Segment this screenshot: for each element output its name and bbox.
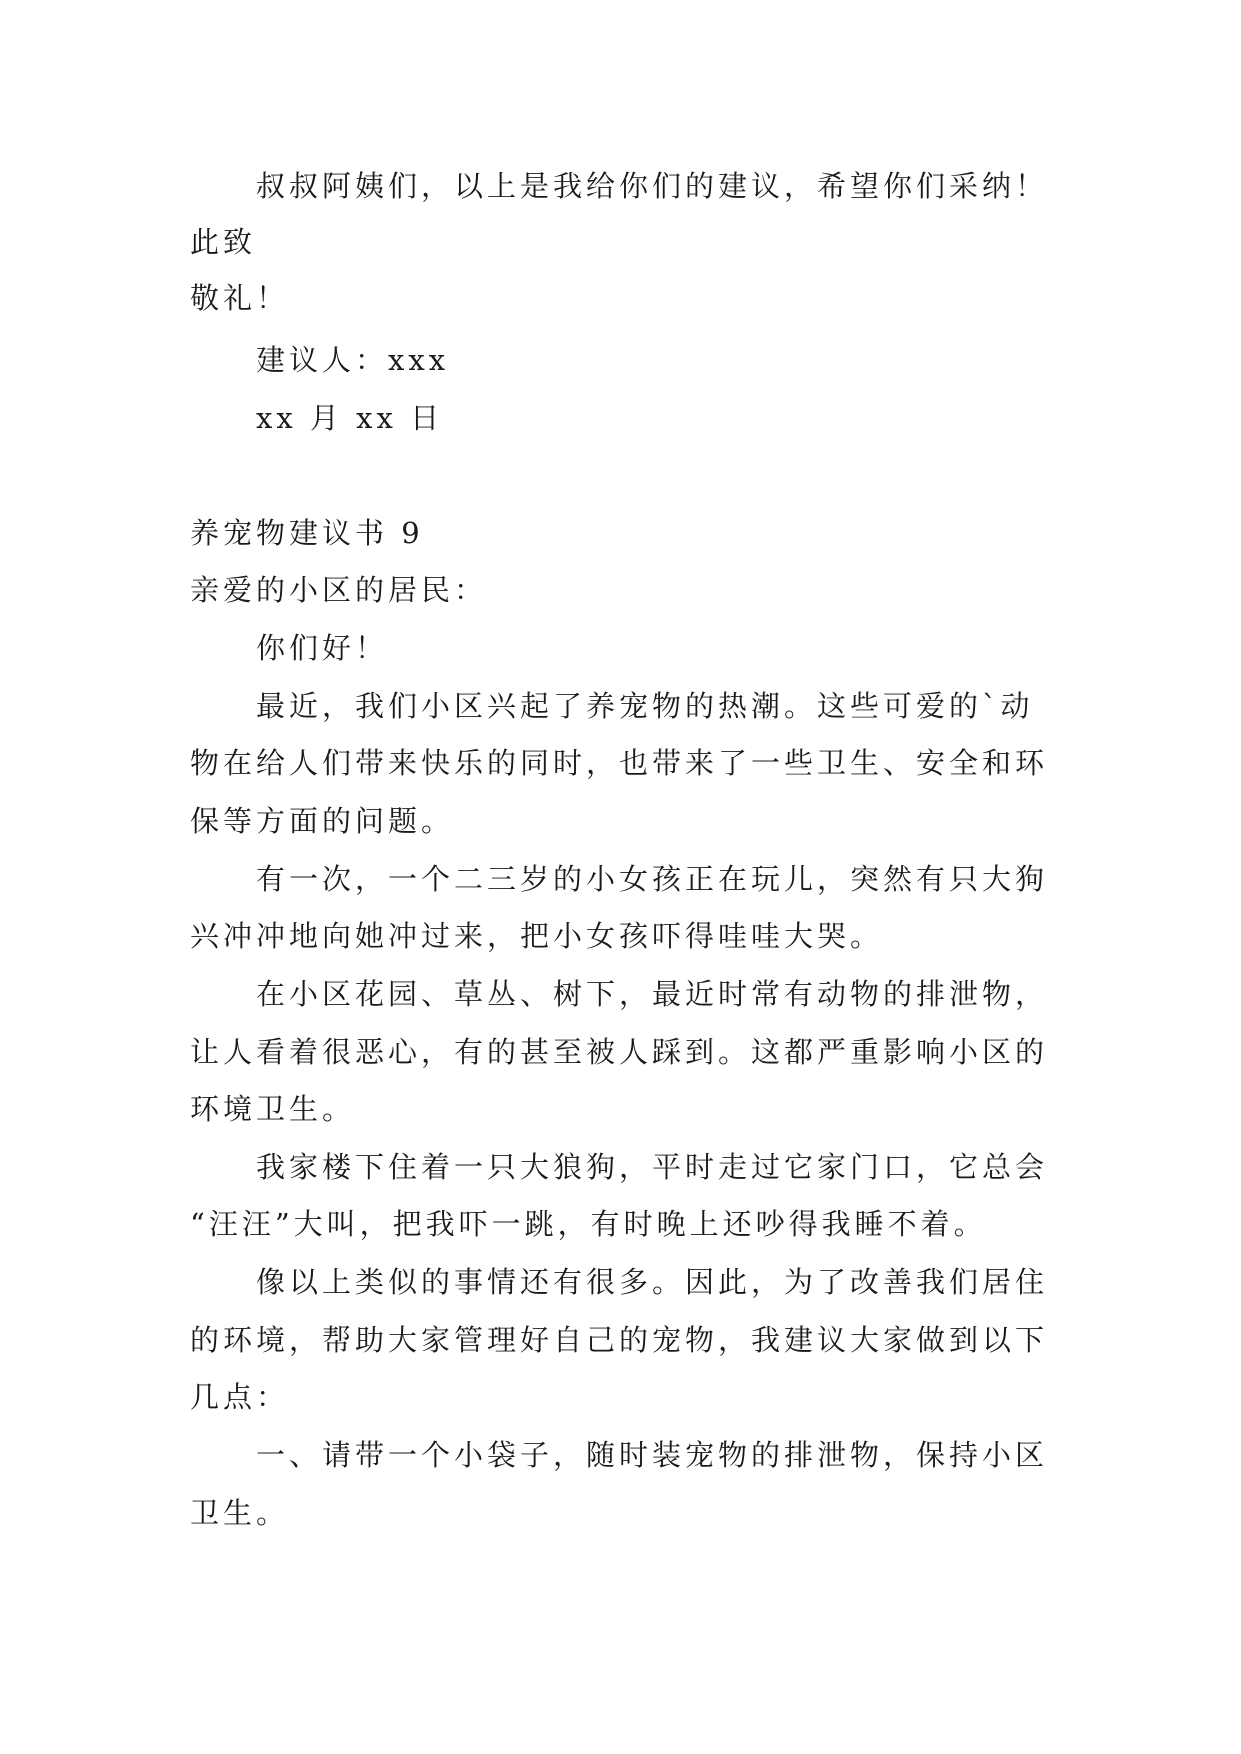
closing-jingli: 敬礼！ [190, 281, 290, 315]
date-line: xx 月 xx 日 [256, 401, 444, 435]
paragraph-line: 在小区花园、草丛、树下，最近时常有动物的排泄物， [256, 977, 1049, 1011]
closing-cizhi: 此致 [190, 225, 257, 259]
paragraph-line: 像以上类似的事情还有很多。因此，为了改善我们居住 [256, 1265, 1049, 1299]
paragraph-line: 兴冲冲地向她冲过来，把小女孩吓得哇哇大哭。 [190, 919, 884, 953]
paragraph-line: 一、请带一个小袋子，随时装宠物的排泄物，保持小区 [256, 1438, 1049, 1472]
paragraph-line: 有一次，一个二三岁的小女孩正在玩儿，突然有只大狗 [256, 862, 1049, 896]
greeting: 你们好！ [256, 631, 389, 665]
paragraph-line: 最近，我们小区兴起了养宠物的热潮。这些可爱的`动 [256, 689, 1034, 723]
paragraph-line: 的环境，帮助大家管理好自己的宠物，我建议大家做到以下 [190, 1323, 1049, 1357]
letter-title: 养宠物建议书 9 [190, 516, 424, 550]
paragraph-line: 让人看着很恶心，有的甚至被人踩到。这都严重影响小区的 [190, 1035, 1049, 1069]
salutation: 亲爱的小区的居民： [190, 573, 488, 607]
proposer-line: 建议人：xxx [256, 343, 450, 377]
closing-sentence: 叔叔阿姨们，以上是我给你们的建议，希望你们采纳！ [256, 169, 1049, 203]
paragraph-line: 卫生。 [190, 1496, 290, 1530]
paragraph-line: “汪汪”大叫，把我吓一跳，有时晚上还吵得我睡不着。 [190, 1207, 987, 1241]
paragraph-line: 环境卫生。 [190, 1092, 356, 1126]
paragraph-line: 保等方面的问题。 [190, 804, 455, 838]
paragraph-line: 物在给人们带来快乐的同时，也带来了一些卫生、安全和环 [190, 746, 1049, 780]
paragraph-line: 我家楼下住着一只大狼狗，平时走过它家门口，它总会 [256, 1150, 1049, 1184]
paragraph-line: 几点： [190, 1380, 290, 1414]
